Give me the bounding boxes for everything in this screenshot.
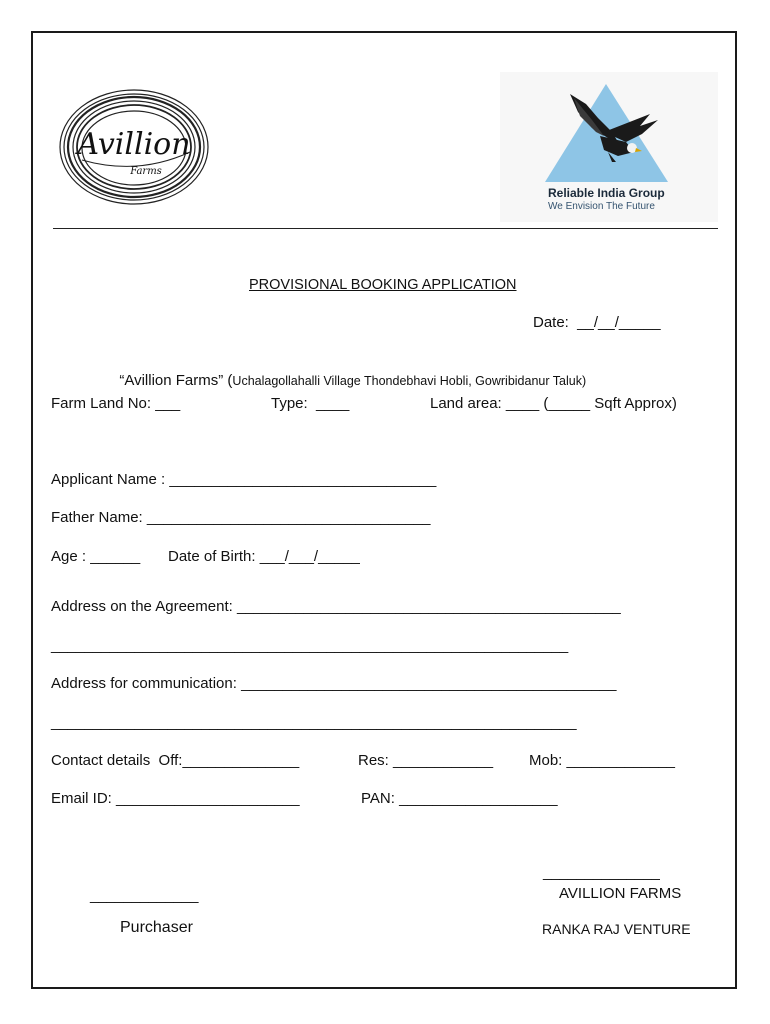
communication-address-field[interactable]: Address for communication: _____________________________________________ — [51, 675, 617, 692]
reliable-india-tagline: We Envision The Future — [548, 201, 655, 212]
seller-signature-line[interactable]: ______________ — [543, 864, 660, 881]
purchaser-signature-line[interactable]: _____________ — [90, 887, 199, 904]
land-area-field[interactable]: Land area: ____ (_____ Sqft Approx) — [430, 395, 677, 412]
seller-company: RANKA RAJ VENTURE — [542, 921, 691, 937]
project-location: Uchalagollahalli Village Thondebhavi Hobli, Gowribidanur Taluk) — [232, 374, 587, 388]
agreement-address-line2[interactable]: ______________________________________________________________ — [51, 637, 569, 654]
pan-field[interactable]: PAN: ___________________ — [361, 790, 558, 807]
age-field[interactable]: Age : ______ — [51, 548, 141, 565]
email-field[interactable]: Email ID: ______________________ — [51, 790, 300, 807]
father-name-field[interactable]: Father Name: __________________________________ — [51, 509, 431, 526]
applicant-name-field[interactable]: Applicant Name : ________________________________ — [51, 471, 437, 488]
project-line — [111, 354, 586, 390]
type-field[interactable]: Type: ____ — [271, 395, 350, 412]
purchaser-label: Purchaser — [120, 919, 193, 936]
project-name: “Avillion Farms” ( — [119, 372, 233, 389]
logo-script-text: Avillion — [77, 127, 191, 162]
form-title: PROVISIONAL BOOKING APPLICATION — [249, 277, 517, 293]
contact-office-field[interactable]: Contact details Off:______________ — [51, 752, 300, 769]
contact-residence-field[interactable]: Res: ____________ — [358, 752, 494, 769]
contact-mobile-field[interactable]: Mob: _____________ — [529, 752, 675, 769]
header-divider — [53, 228, 718, 229]
communication-address-line2[interactable]: _______________________________________________________________ — [51, 714, 577, 731]
date-field[interactable]: Date: __/__/_____ — [533, 314, 661, 331]
date-of-birth-field[interactable]: Date of Birth: ___/___/_____ — [168, 548, 360, 565]
avillion-farms-logo — [58, 88, 210, 206]
logo-sub-text: Farms — [130, 166, 162, 177]
agreement-address-field[interactable]: Address on the Agreement: ______________________________________________ — [51, 598, 621, 615]
farm-land-no-field[interactable]: Farm Land No: ___ — [51, 395, 181, 412]
seller-name: AVILLION FARMS — [559, 885, 682, 902]
reliable-india-name: Reliable India Group — [548, 186, 665, 200]
